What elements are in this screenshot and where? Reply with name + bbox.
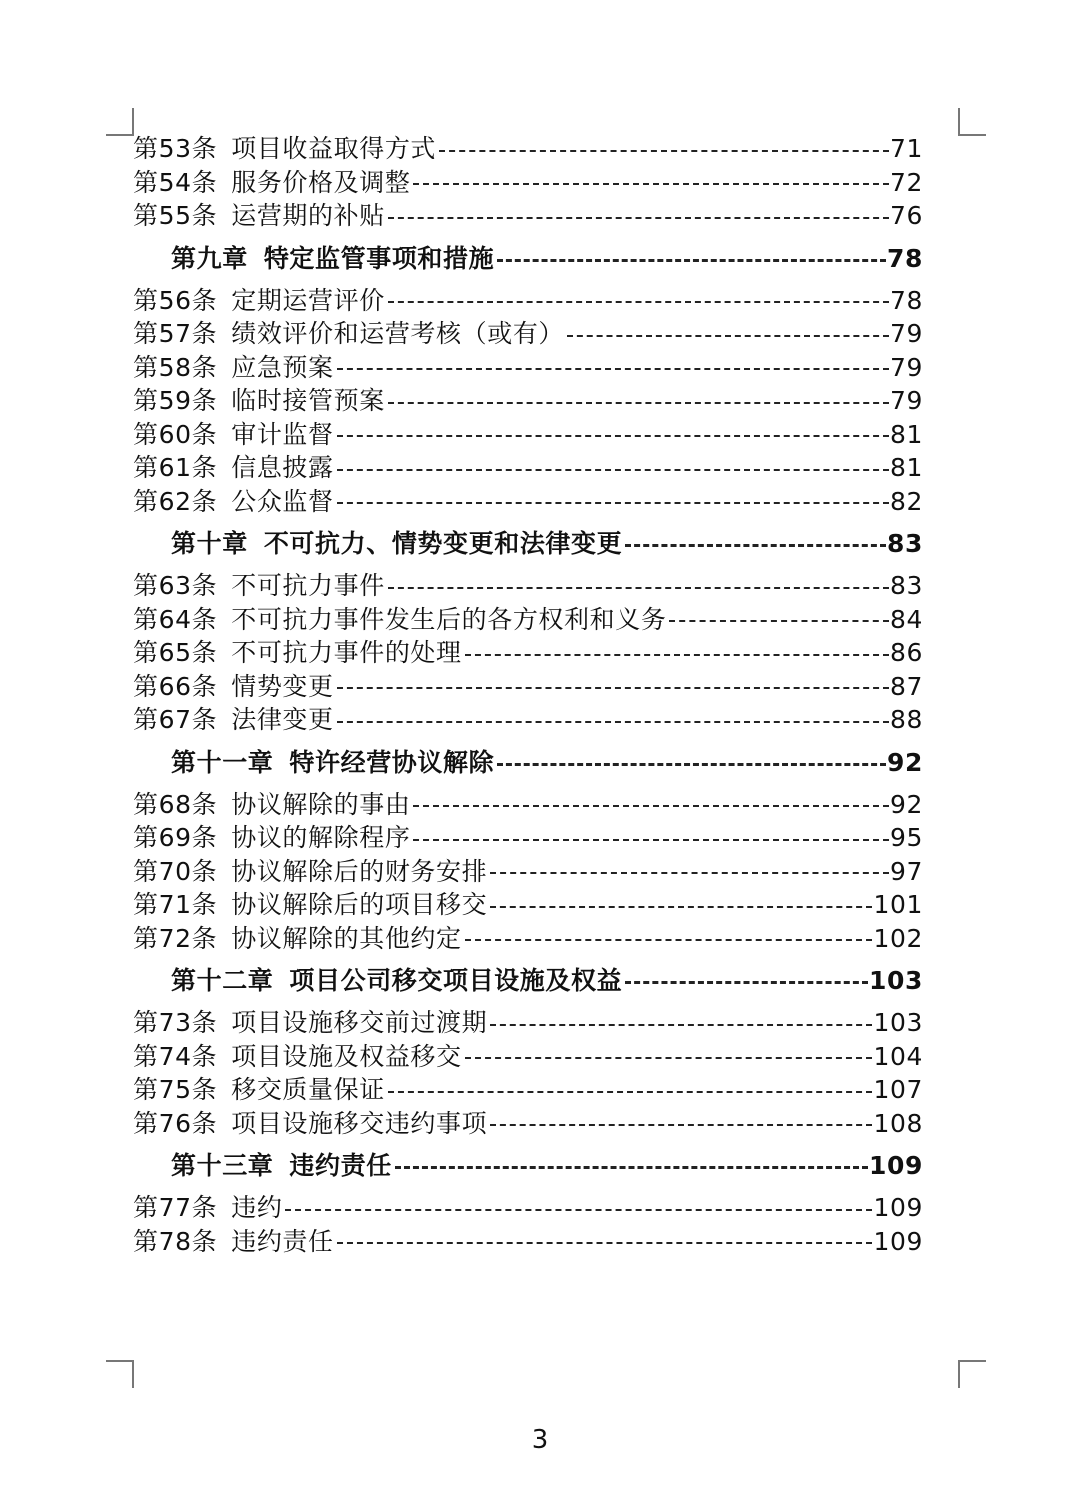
toc-dot-leader bbox=[625, 544, 886, 547]
toc-entry-number: 第57条 bbox=[133, 319, 218, 348]
toc-dot-leader bbox=[465, 654, 889, 656]
toc-entry-page: 79 bbox=[889, 319, 923, 348]
toc-entry-title: 违约责任 bbox=[231, 1226, 334, 1256]
toc-dot-leader bbox=[625, 981, 868, 984]
toc-entry-title: 绩效评价和运营考核（或有） bbox=[231, 319, 565, 348]
toc-entry-page: 79 bbox=[889, 386, 923, 415]
toc-chapter-entry[interactable] bbox=[133, 737, 923, 788]
toc-entry-number: 第71条 bbox=[133, 890, 218, 919]
toc-entry-page: 109 bbox=[869, 1151, 923, 1180]
toc-entry-title: 运营期的补贴 bbox=[231, 201, 385, 230]
toc-entry-title: 移交质量保证 bbox=[231, 1075, 385, 1104]
toc-entry-title: 定期运营评价 bbox=[231, 285, 385, 315]
toc-entry-number: 第63条 bbox=[133, 571, 218, 600]
toc-article-entry[interactable] bbox=[133, 703, 923, 737]
crop-mark-bottom-left bbox=[106, 1360, 134, 1388]
page-number: 3 bbox=[531, 1425, 549, 1455]
toc-article-entry[interactable] bbox=[133, 670, 923, 704]
toc-entry-page: 82 bbox=[889, 486, 923, 516]
toc-dot-leader bbox=[497, 259, 886, 262]
toc-entry-title: 不可抗力、情势变更和法律变更 bbox=[263, 529, 623, 558]
toc-entry-number: 第61条 bbox=[133, 453, 218, 482]
toc-article-entry[interactable] bbox=[133, 1073, 923, 1107]
toc-entry-title: 审计监督 bbox=[231, 419, 334, 449]
toc-entry-number: 第十章 bbox=[171, 529, 248, 558]
toc-entry-number: 第60条 bbox=[133, 419, 218, 449]
toc-entry-title: 不可抗力事件发生后的各方权利和义务 bbox=[231, 604, 667, 634]
toc-chapter-entry[interactable] bbox=[133, 518, 923, 569]
toc-entry-title: 项目设施移交前过渡期 bbox=[231, 1008, 488, 1037]
toc-entry-number: 第72条 bbox=[133, 923, 218, 953]
toc-entry-number: 第62条 bbox=[133, 486, 218, 516]
toc-entry-page: 78 bbox=[889, 285, 923, 315]
toc-entry-number: 第53条 bbox=[133, 134, 218, 163]
toc-entry-number: 第九章 bbox=[171, 243, 248, 273]
toc-dot-leader bbox=[465, 939, 873, 941]
toc-dot-leader bbox=[567, 335, 889, 337]
toc-entry-number: 第58条 bbox=[133, 352, 218, 382]
toc-entry-page: 78 bbox=[887, 243, 923, 273]
toc-entry-page: 76 bbox=[889, 201, 923, 230]
toc-entry-page: 95 bbox=[889, 823, 923, 852]
toc-entry-page: 81 bbox=[889, 419, 923, 449]
toc-dot-leader bbox=[337, 435, 889, 437]
toc-article-entry[interactable] bbox=[133, 1040, 923, 1074]
toc-chapter-entry[interactable] bbox=[133, 233, 923, 284]
toc-dot-leader bbox=[388, 402, 889, 404]
toc-entry-page: 88 bbox=[889, 705, 923, 734]
toc-chapter-entry[interactable] bbox=[133, 1140, 923, 1191]
toc-dot-leader bbox=[388, 301, 889, 303]
toc-article-entry[interactable] bbox=[133, 199, 923, 233]
toc-entry-number: 第73条 bbox=[133, 1008, 218, 1037]
toc-dot-leader bbox=[388, 587, 889, 589]
toc-article-entry[interactable] bbox=[133, 855, 923, 889]
toc-entry-number: 第十三章 bbox=[171, 1151, 274, 1180]
toc-entry-page: 71 bbox=[889, 134, 923, 163]
toc-entry-page: 108 bbox=[873, 1108, 923, 1138]
toc-entry-title: 服务价格及调整 bbox=[231, 167, 411, 197]
toc-entry-page: 81 bbox=[889, 453, 923, 482]
toc-dot-leader bbox=[465, 1057, 873, 1059]
toc-entry-page: 103 bbox=[873, 1008, 923, 1037]
toc-entry-number: 第75条 bbox=[133, 1075, 218, 1104]
toc-entry-number: 第78条 bbox=[133, 1226, 218, 1256]
toc-article-entry[interactable] bbox=[133, 166, 923, 200]
toc-entry-title: 信息披露 bbox=[231, 453, 334, 482]
toc-dot-leader bbox=[497, 763, 886, 766]
toc-dot-leader bbox=[285, 1209, 872, 1211]
toc-entry-title: 应急预案 bbox=[231, 352, 334, 382]
crop-mark-bottom-right bbox=[958, 1360, 986, 1388]
toc-entry-page: 83 bbox=[889, 571, 923, 600]
toc-entry-page: 109 bbox=[873, 1193, 923, 1222]
toc-entry-page: 92 bbox=[889, 789, 923, 819]
toc-entry-title: 项目公司移交项目设施及权益 bbox=[289, 966, 623, 995]
toc-article-entry[interactable] bbox=[133, 922, 923, 956]
toc-article-entry[interactable] bbox=[133, 1107, 923, 1141]
toc-entry-title: 特许经营协议解除 bbox=[289, 747, 495, 777]
toc-article-entry[interactable] bbox=[133, 821, 923, 855]
toc-entry-number: 第68条 bbox=[133, 789, 218, 819]
toc-entry-number: 第65条 bbox=[133, 638, 218, 667]
toc-article-entry[interactable] bbox=[133, 788, 923, 822]
toc-dot-leader bbox=[337, 502, 889, 504]
toc-article-entry[interactable] bbox=[133, 132, 923, 166]
toc-entry-title: 协议解除的事由 bbox=[231, 789, 411, 819]
toc-entry-title: 协议的解除程序 bbox=[231, 823, 411, 852]
toc-dot-leader bbox=[490, 1024, 872, 1026]
toc-dot-leader bbox=[395, 1166, 868, 1169]
toc-article-entry[interactable] bbox=[133, 888, 923, 922]
toc-entry-number: 第55条 bbox=[133, 201, 218, 230]
toc-article-entry[interactable] bbox=[133, 451, 923, 485]
toc-entry-number: 第54条 bbox=[133, 167, 218, 197]
toc-entry-page: 103 bbox=[869, 966, 923, 995]
toc-dot-leader bbox=[388, 217, 889, 219]
toc-article-entry[interactable] bbox=[133, 1006, 923, 1040]
toc-entry-number: 第66条 bbox=[133, 671, 218, 701]
toc-entry-page: 97 bbox=[889, 856, 923, 886]
toc-entry-number: 第56条 bbox=[133, 285, 218, 315]
toc-article-entry[interactable] bbox=[133, 485, 923, 519]
toc-dot-leader bbox=[669, 620, 889, 622]
toc-entry-number: 第十一章 bbox=[171, 747, 274, 777]
crop-mark-top-right bbox=[958, 108, 986, 136]
toc-dot-leader bbox=[490, 906, 872, 908]
table-of-contents bbox=[133, 132, 923, 1258]
toc-entry-number: 第67条 bbox=[133, 705, 218, 734]
toc-article-entry[interactable] bbox=[133, 284, 923, 318]
toc-entry-title: 法律变更 bbox=[231, 705, 334, 734]
toc-article-entry[interactable] bbox=[133, 603, 923, 637]
toc-dot-leader bbox=[388, 1091, 873, 1093]
toc-entry-title: 协议解除后的财务安排 bbox=[231, 856, 488, 886]
toc-entry-number: 第64条 bbox=[133, 604, 218, 634]
toc-entry-title: 不可抗力事件 bbox=[231, 571, 385, 600]
toc-dot-leader bbox=[337, 469, 889, 471]
toc-entry-title: 公众监督 bbox=[231, 486, 334, 516]
toc-entry-number: 第70条 bbox=[133, 856, 218, 886]
toc-entry-page: 102 bbox=[873, 923, 923, 953]
toc-entry-number: 第69条 bbox=[133, 823, 218, 852]
toc-entry-page: 92 bbox=[887, 747, 923, 777]
toc-entry-page: 72 bbox=[889, 167, 923, 197]
toc-entry-number: 第十二章 bbox=[171, 966, 274, 995]
toc-article-entry[interactable] bbox=[133, 384, 923, 418]
toc-entry-title: 协议解除的其他约定 bbox=[231, 923, 462, 953]
toc-article-entry[interactable] bbox=[133, 317, 923, 351]
toc-dot-leader bbox=[413, 839, 889, 841]
toc-entry-page: 101 bbox=[873, 890, 923, 919]
toc-entry-title: 违约责任 bbox=[289, 1151, 392, 1180]
toc-entry-number: 第74条 bbox=[133, 1041, 218, 1071]
toc-entry-title: 不可抗力事件的处理 bbox=[231, 638, 462, 667]
toc-dot-leader bbox=[439, 150, 889, 152]
toc-dot-leader bbox=[337, 721, 889, 723]
toc-entry-title: 项目设施移交违约事项 bbox=[231, 1108, 488, 1138]
toc-entry-title: 项目收益取得方式 bbox=[231, 134, 437, 163]
toc-article-entry[interactable] bbox=[133, 351, 923, 385]
toc-entry-title: 违约 bbox=[231, 1193, 283, 1222]
toc-article-entry[interactable] bbox=[133, 1191, 923, 1225]
toc-entry-page: 109 bbox=[873, 1226, 923, 1256]
toc-dot-leader bbox=[490, 1124, 872, 1126]
toc-entry-title: 特定监管事项和措施 bbox=[263, 243, 495, 273]
toc-dot-leader bbox=[337, 1242, 873, 1244]
toc-entry-page: 84 bbox=[889, 604, 923, 634]
toc-entry-page: 87 bbox=[889, 671, 923, 701]
crop-mark-top-left bbox=[106, 108, 134, 136]
toc-entry-number: 第59条 bbox=[133, 386, 218, 415]
toc-entry-number: 第77条 bbox=[133, 1193, 218, 1222]
toc-dot-leader bbox=[337, 687, 889, 689]
toc-entry-page: 104 bbox=[873, 1041, 923, 1071]
toc-dot-leader bbox=[490, 872, 889, 874]
toc-article-entry[interactable] bbox=[133, 418, 923, 452]
toc-chapter-entry[interactable] bbox=[133, 955, 923, 1006]
toc-entry-title: 项目设施及权益移交 bbox=[231, 1041, 462, 1071]
toc-entry-page: 107 bbox=[873, 1075, 923, 1104]
toc-article-entry[interactable] bbox=[133, 569, 923, 603]
toc-dot-leader bbox=[413, 805, 889, 807]
toc-entry-number: 第76条 bbox=[133, 1108, 218, 1138]
toc-entry-title: 协议解除后的项目移交 bbox=[231, 890, 488, 919]
toc-entry-page: 86 bbox=[889, 638, 923, 667]
toc-article-entry[interactable] bbox=[133, 1225, 923, 1259]
toc-entry-title: 情势变更 bbox=[231, 671, 334, 701]
toc-entry-title: 临时接管预案 bbox=[231, 386, 385, 415]
toc-entry-page: 83 bbox=[887, 529, 923, 558]
toc-dot-leader bbox=[413, 183, 889, 185]
toc-entry-page: 79 bbox=[889, 352, 923, 382]
toc-dot-leader bbox=[337, 368, 889, 370]
toc-article-entry[interactable] bbox=[133, 636, 923, 670]
